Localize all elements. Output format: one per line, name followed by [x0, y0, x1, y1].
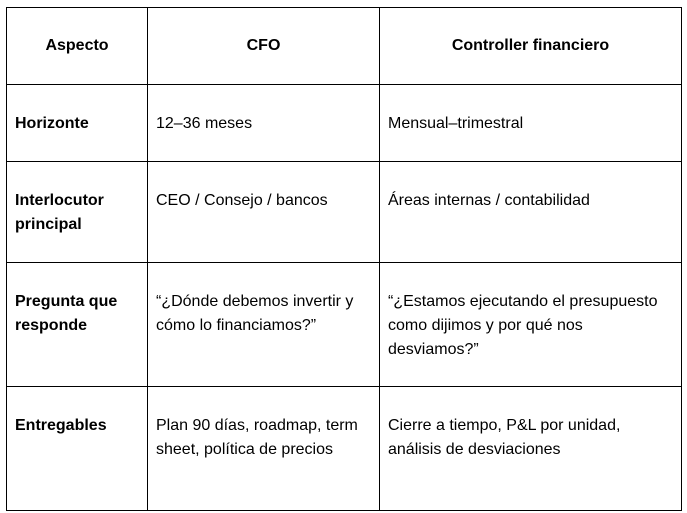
row-label: Interlocutor principal: [7, 162, 148, 263]
row-label: Horizonte: [7, 85, 148, 162]
cfo-cell: 12–36 meses: [148, 85, 380, 162]
table-row: [7, 263, 682, 387]
cfo-cell: “¿Dónde debemos invertir y cómo lo financiamos?”: [148, 263, 380, 387]
row-label: Entregables: [7, 387, 148, 511]
table-row: [7, 162, 682, 263]
table-row: [7, 387, 682, 511]
table-row: [7, 85, 682, 162]
header-cfo: CFO: [148, 8, 380, 85]
cfo-cell: Plan 90 días, roadmap, term sheet, política de precios: [148, 387, 380, 511]
cfo-cell: CEO / Consejo / bancos: [148, 162, 380, 263]
controller-cell: Áreas internas / contabilidad: [380, 162, 682, 263]
controller-cell: “¿Estamos ejecutando el presupuesto como dijimos y por qué nos desviamos?”: [380, 263, 682, 387]
comparison-table: [6, 7, 682, 511]
table-header-row: [7, 8, 682, 85]
header-aspecto: Aspecto: [7, 8, 148, 85]
row-label: Pregunta que responde: [7, 263, 148, 387]
controller-cell: Mensual–trimestral: [380, 85, 682, 162]
header-controller: Controller financiero: [380, 8, 682, 85]
controller-cell: Cierre a tiempo, P&L por unidad, análisis de desviaciones: [380, 387, 682, 511]
